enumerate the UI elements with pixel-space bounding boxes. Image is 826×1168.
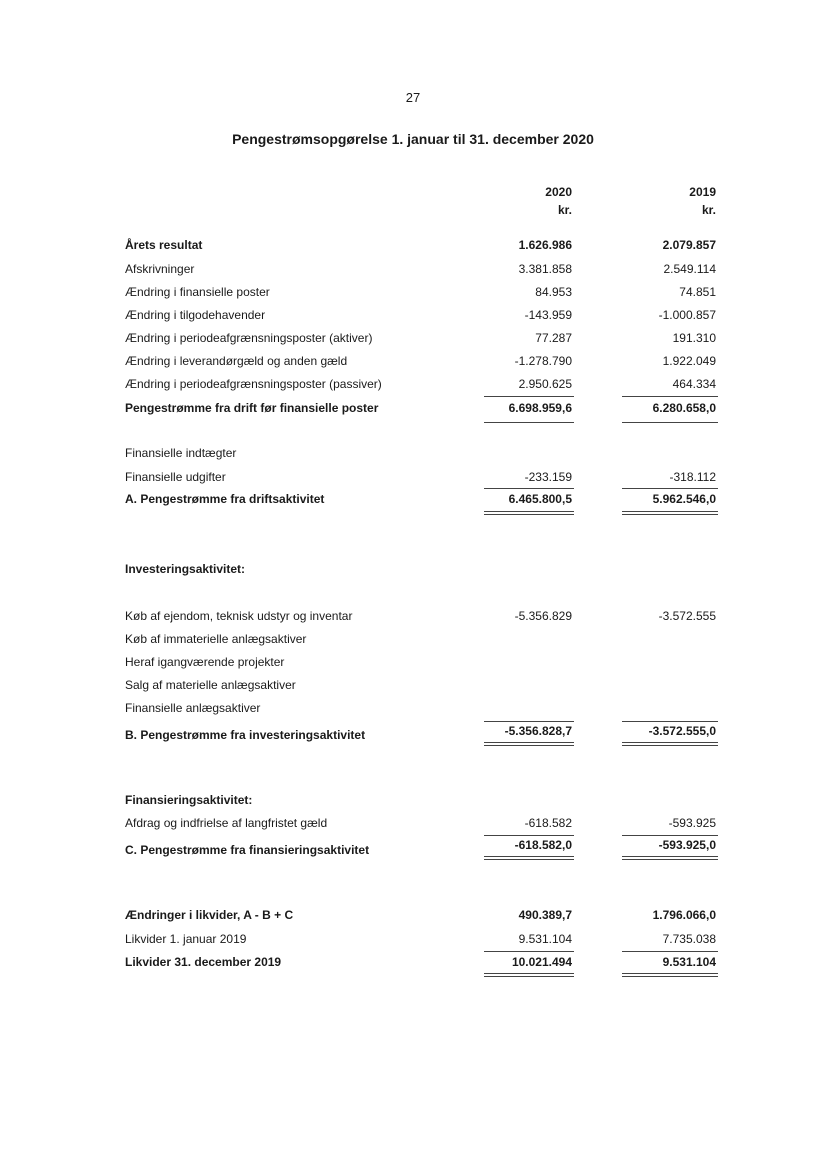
row-value-2019: 2.549.114	[663, 262, 716, 276]
double-rule	[622, 742, 718, 743]
subtotal-rule	[484, 835, 574, 836]
row-value-2020: 6.698.959,6	[508, 401, 572, 415]
row-value-2019: -3.572.555	[658, 609, 716, 623]
row-value-2020: -618.582,0	[514, 838, 572, 852]
page-title: Pengestrømsopgørelse 1. januar til 31. december 2020	[232, 131, 594, 147]
row-value-2020: -618.582	[524, 816, 572, 830]
row-label: Årets resultat	[125, 238, 203, 252]
row-value-2019: 2.079.857	[662, 238, 716, 252]
double-rule	[484, 745, 574, 746]
row-value-2019: 464.334	[672, 377, 716, 391]
row-label: Pengestrømme fra drift før finansielle poster	[125, 401, 379, 415]
row-value-2019: 1.796.066,0	[652, 908, 716, 922]
row-label: Ændring i periodeafgrænsningsposter (passiver)	[125, 377, 382, 391]
subtotal-rule	[484, 721, 574, 722]
double-rule	[484, 514, 574, 515]
row-label: C. Pengestrømme fra finansieringsaktivitet	[125, 843, 370, 857]
double-rule	[622, 856, 718, 857]
row-value-2020: 84.953	[535, 285, 572, 299]
double-rule	[622, 859, 718, 860]
row-label: Finansielle udgifter	[125, 470, 226, 484]
row-value-2019: -3.572.555,0	[648, 724, 716, 738]
col-2019-year: 2019	[689, 185, 716, 199]
double-rule	[622, 976, 718, 977]
row-label: Ændring i tilgodehavender	[125, 308, 266, 322]
subtotal-rule	[622, 721, 718, 722]
row-value-2019: -593.925,0	[658, 838, 716, 852]
row-label: Ændring i leverandørgæld og anden gæld	[125, 354, 348, 368]
double-rule	[484, 742, 574, 743]
double-rule	[484, 856, 574, 857]
page-number: 27	[405, 90, 421, 105]
row-value-2020: -5.356.828,7	[504, 724, 572, 738]
total-rule	[622, 422, 718, 423]
row-label: Køb af immaterielle anlægsaktiver	[125, 632, 307, 646]
row-label: Ændring i finansielle poster	[125, 285, 270, 299]
col-2020-year: 2020	[545, 185, 572, 199]
row-value-2020: 1.626.986	[518, 238, 572, 252]
row-value-2020: -1.278.790	[514, 354, 572, 368]
subtotal-rule	[622, 396, 718, 397]
row-label: B. Pengestrømme fra investeringsaktivitet	[125, 728, 366, 742]
row-label: Heraf igangværende projekter	[125, 655, 285, 669]
double-rule	[484, 511, 574, 512]
row-value-2019: 1.922.049	[662, 354, 716, 368]
row-value-2020: -5.356.829	[514, 609, 572, 623]
subtotal-rule	[484, 396, 574, 397]
row-value-2019: 74.851	[679, 285, 716, 299]
row-label: Likvider 31. december 2019	[125, 955, 282, 969]
col-2020-unit: kr.	[557, 203, 572, 217]
double-rule	[622, 973, 718, 974]
row-value-2019: -593.925	[668, 816, 716, 830]
row-label: A. Pengestrømme fra driftsaktivitet	[125, 492, 325, 506]
double-rule	[484, 973, 574, 974]
row-label: Finansielle anlægsaktiver	[125, 701, 261, 715]
subtotal-rule	[484, 488, 574, 489]
row-value-2020: 10.021.494	[511, 955, 572, 969]
row-label: Likvider 1. januar 2019	[125, 932, 247, 946]
row-label: Salg af materielle anlægsaktiver	[125, 678, 296, 692]
row-value-2019: 9.531.104	[662, 955, 716, 969]
row-value-2019: -1.000.857	[658, 308, 716, 322]
row-value-2020: 3.381.858	[518, 262, 572, 276]
section-heading: Finansieringsaktivitet:	[125, 793, 253, 807]
double-rule	[484, 976, 574, 977]
row-value-2020: 490.389,7	[518, 908, 572, 922]
total-rule	[484, 422, 574, 423]
row-value-2020: 2.950.625	[518, 377, 572, 391]
row-value-2019: -318.112	[669, 470, 716, 484]
col-2019-unit: kr.	[701, 203, 716, 217]
double-rule	[622, 514, 718, 515]
subtotal-rule	[484, 951, 574, 952]
row-value-2020: -143.959	[524, 308, 572, 322]
double-rule	[484, 859, 574, 860]
row-label: Ændring i periodeafgrænsningsposter (aktiver)	[125, 331, 373, 345]
row-value-2020: 9.531.104	[518, 932, 572, 946]
double-rule	[622, 745, 718, 746]
row-value-2019: 7.735.038	[662, 932, 716, 946]
row-value-2020: 6.465.800,5	[508, 492, 572, 506]
row-value-2019: 5.962.546,0	[652, 492, 716, 506]
row-value-2019: 6.280.658,0	[652, 401, 716, 415]
subtotal-rule	[622, 835, 718, 836]
row-label: Ændringer i likvider, A - B + C	[125, 908, 294, 922]
double-rule	[622, 511, 718, 512]
subtotal-rule	[622, 951, 718, 952]
row-label: Afdrag og indfrielse af langfristet gæld	[125, 816, 328, 830]
subtotal-rule	[622, 488, 718, 489]
row-value-2020: 77.287	[535, 331, 572, 345]
row-value-2019: 191.310	[672, 331, 716, 345]
row-value-2020: -233.159	[524, 470, 572, 484]
row-label: Finansielle indtægter	[125, 446, 237, 460]
row-label: Køb af ejendom, teknisk udstyr og inventar	[125, 609, 353, 623]
section-heading: Investeringsaktivitet:	[125, 562, 246, 576]
row-label: Afskrivninger	[125, 262, 195, 276]
